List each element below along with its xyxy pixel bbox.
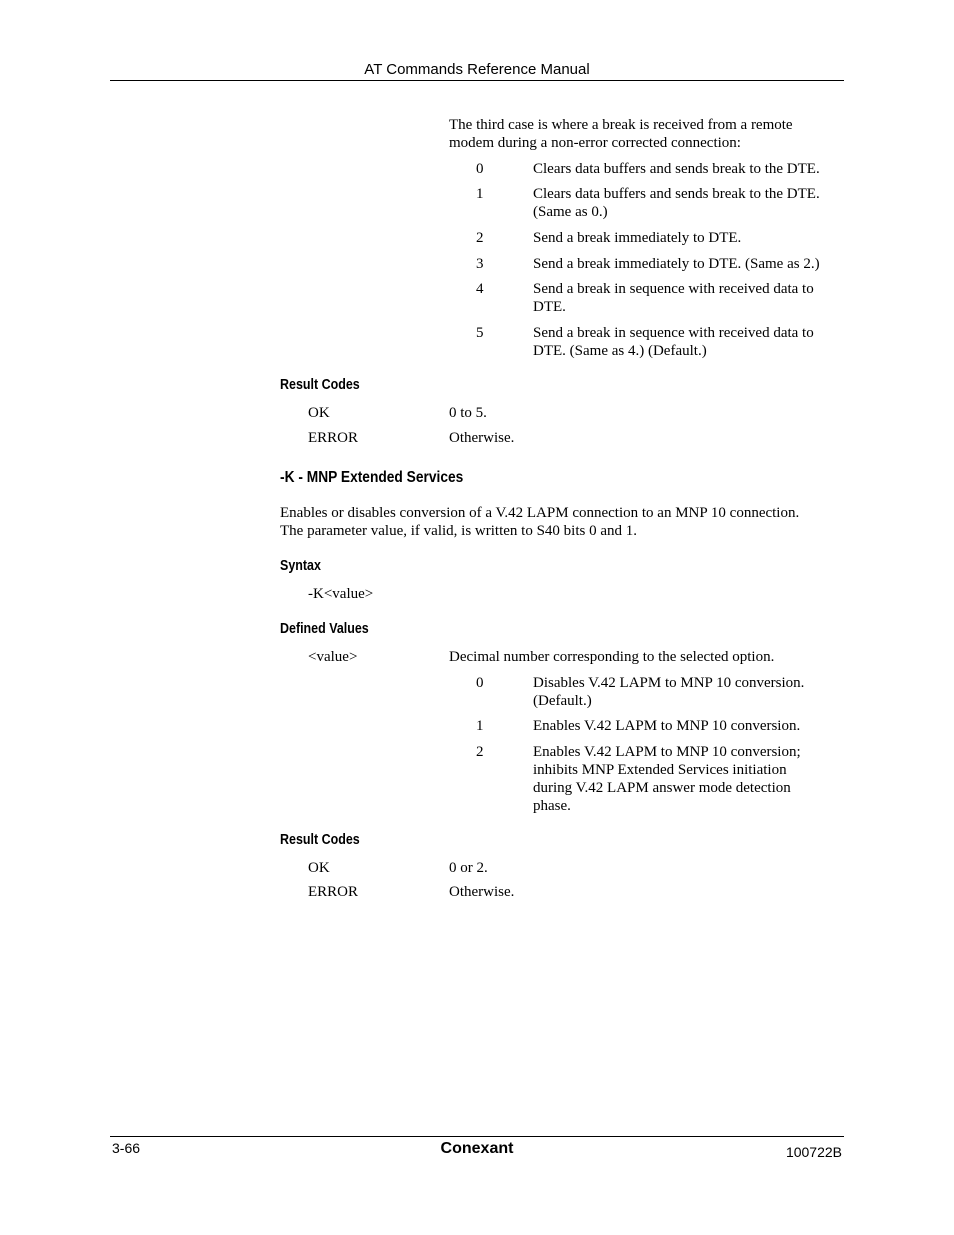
option-number: 3 (476, 256, 484, 272)
result-code: OK (308, 860, 330, 876)
option-number: 0 (476, 675, 484, 691)
option-description (533, 324, 814, 360)
option-line: during V.42 LAPM answer mode detection (533, 780, 791, 796)
intro-line: The third case is where a break is received from a remote (449, 117, 793, 133)
result-code-desc: 0 to 5. (449, 405, 487, 421)
section-description (280, 504, 799, 540)
option-description (533, 160, 820, 178)
result-codes-heading: Result Codes (280, 377, 360, 393)
option-line: Enables V.42 LAPM to MNP 10 conversion. (533, 718, 801, 734)
option-description (533, 185, 820, 221)
option-description (533, 674, 804, 710)
option-line: (Same as 0.) (533, 204, 608, 220)
option-line: Enables V.42 LAPM to MNP 10 conversion; (533, 744, 801, 760)
option-number: 1 (476, 718, 484, 734)
description-line: Enables or disables conversion of a V.42 LAPM connection to an MNP 10 connection. (280, 505, 800, 521)
result-code: OK (308, 405, 330, 421)
defined-values-heading: Defined Values (280, 621, 369, 637)
option-line: phase. (533, 798, 571, 814)
option-number: 0 (476, 161, 484, 177)
option-description (533, 229, 741, 247)
param-description: Decimal number corresponding to the selected option. (449, 649, 775, 665)
result-codes-heading: Result Codes (280, 832, 360, 848)
option-line: Send a break immediately to DTE. (533, 230, 742, 246)
option-line: DTE. (533, 299, 566, 315)
option-number: 5 (476, 325, 484, 341)
footer-rule (110, 1136, 844, 1137)
syntax-text: -K<value> (308, 586, 374, 602)
syntax-heading: Syntax (280, 558, 321, 574)
header-title: AT Commands Reference Manual (364, 61, 590, 78)
option-description (533, 717, 800, 735)
result-code-desc: 0 or 2. (449, 860, 488, 876)
option-line: Send a break in sequence with received data to (533, 281, 814, 297)
page-number: 3-66 (112, 1140, 141, 1156)
option-number: 4 (476, 281, 484, 297)
option-line: (Default.) (533, 693, 592, 709)
option-number: 1 (476, 186, 484, 202)
option-line: DTE. (Same as 4.) (Default.) (533, 343, 707, 359)
description-line: The parameter value, if valid, is written to S40 bits 0 and 1. (280, 523, 637, 539)
option-number: 2 (476, 230, 484, 246)
brand-name: Conexant (440, 1140, 514, 1157)
result-code: ERROR (308, 884, 359, 900)
option-line: Send a break immediately to DTE. (Same as 2.) (533, 256, 820, 272)
header-rule (110, 80, 844, 81)
result-code-desc: Otherwise. (449, 430, 515, 446)
param-name: <value> (308, 649, 358, 665)
option-description (533, 280, 814, 316)
third-case-intro (449, 116, 793, 152)
section-title: -K - MNP Extended Services (280, 469, 464, 486)
option-line: Disables V.42 LAPM to MNP 10 conversion. (533, 675, 805, 691)
option-line: inhibits MNP Extended Services initiation (533, 762, 787, 778)
option-number: 2 (476, 744, 484, 760)
option-line: Clears data buffers and sends break to the DTE. (533, 161, 820, 177)
option-description (533, 255, 820, 273)
option-line: Clears data buffers and sends break to the DTE. (533, 186, 820, 202)
option-line: Send a break in sequence with received data to (533, 325, 814, 341)
document-number: 100722B (785, 1144, 842, 1160)
result-code: ERROR (308, 430, 359, 446)
result-code-desc: Otherwise. (449, 884, 515, 900)
option-description (533, 743, 801, 815)
intro-line: modem during a non-error corrected connection: (449, 135, 741, 151)
